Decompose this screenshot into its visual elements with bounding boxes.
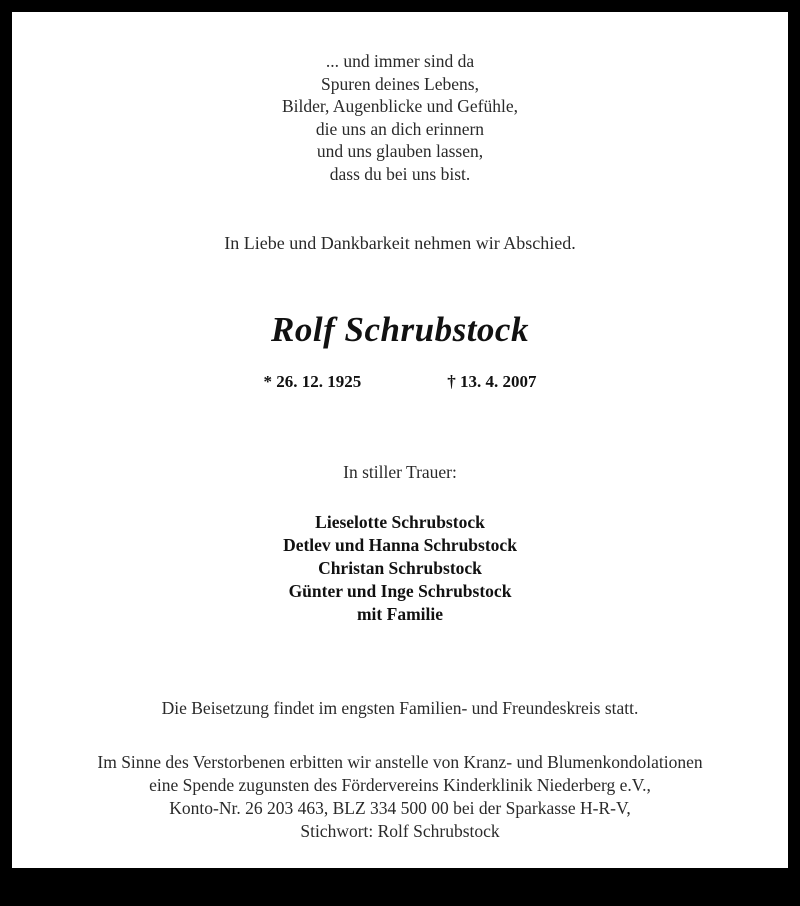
donation-block bbox=[12, 751, 788, 843]
obituary-card bbox=[12, 12, 788, 868]
farewell-text: In Liebe und Dankbarkeit nehmen wir Abschied. bbox=[224, 233, 576, 253]
poem-line: die uns an dich erinnern bbox=[315, 118, 485, 139]
poem-line: Spuren deines Lebens, bbox=[321, 73, 479, 94]
donation-line: Stichwort: Rolf Schrubstock bbox=[300, 821, 500, 841]
family-member: Lieselotte Schrubstock bbox=[315, 512, 485, 532]
mourning-label: In stiller Trauer: bbox=[343, 462, 457, 482]
obituary-content bbox=[12, 50, 788, 906]
family-member: Günter und Inge Schrubstock bbox=[288, 581, 512, 601]
birth-date: * 26. 12. 1925 bbox=[263, 372, 362, 391]
poem-block bbox=[12, 50, 788, 185]
family-member: mit Familie bbox=[356, 604, 443, 624]
family-member: Detlev und Hanna Schrubstock bbox=[283, 535, 517, 555]
family-member: Christan Schrubstock bbox=[318, 558, 482, 578]
poem-line: Bilder, Augenblicke und Gefühle, bbox=[282, 96, 518, 116]
death-date: † 13. 4. 2007 bbox=[447, 372, 537, 391]
life-dates bbox=[12, 372, 788, 392]
poem-line: und uns glauben lassen, bbox=[316, 141, 484, 161]
family-block bbox=[12, 511, 788, 626]
donation-line: eine Spende zugunsten des Fördervereins Kinderklinik Niederberg e.V., bbox=[149, 775, 651, 795]
burial-note: Die Beisetzung findet im engsten Familien- und Freundeskreis statt. bbox=[161, 698, 639, 718]
donation-line: Konto-Nr. 26 203 463, BLZ 334 500 00 bei der Sparkasse H-R-V, bbox=[169, 798, 631, 818]
poem-line: ... und immer sind da bbox=[325, 51, 475, 71]
deceased-name: Rolf Schrubstock bbox=[271, 310, 529, 349]
donation-line: Im Sinne des Verstorbenen erbitten wir anstelle von Kranz- und Blumenkondolationen bbox=[97, 752, 703, 772]
poem-line: dass du bei uns bist. bbox=[329, 163, 471, 184]
